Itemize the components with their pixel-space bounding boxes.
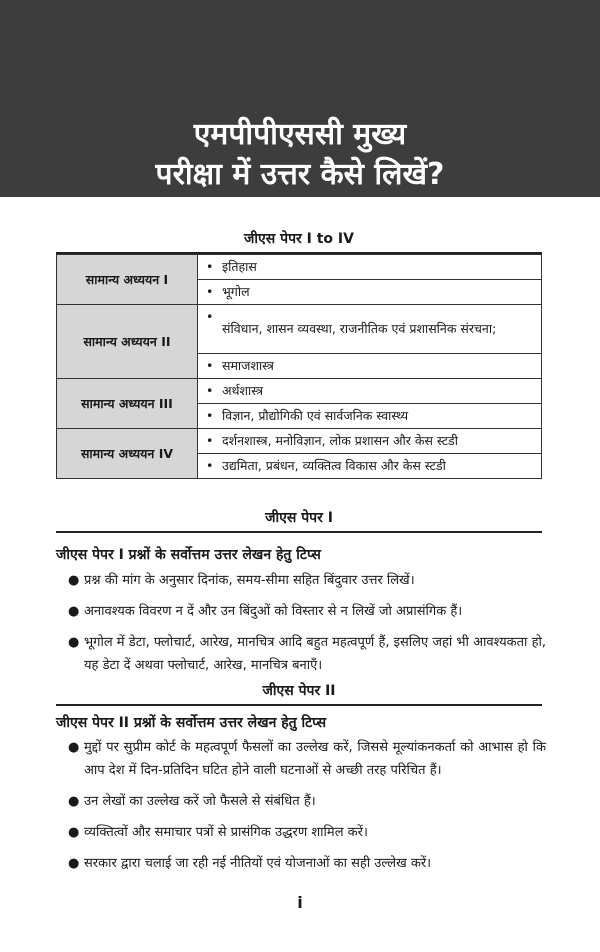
list-item: ● व्यक्तित्वों और समाचार पत्रों से प्रासंगिक उद्धरण शामिल करें।: [56, 821, 546, 844]
syllabus-heading: जीएस पेपर I to IV: [56, 229, 542, 254]
paper2-subheading: जीएस पेपर II प्रश्नों के सर्वोत्तम उत्तर लेखन हेतु टिप्स: [56, 715, 327, 731]
subject-item: • समाजशास्त्र: [198, 354, 542, 379]
page-title-line-1: एमपीपीएससी मुख्य: [193, 117, 407, 152]
paper1-subheading: जीएस पेपर I प्रश्नों के सर्वोत्तम उत्तर लेखन हेतु टिप्स: [56, 547, 321, 563]
bullet-icon: ●: [68, 794, 80, 809]
table-row: [57, 255, 542, 280]
subject-item: • इतिहास: [198, 255, 542, 280]
subject-item: • संविधान, शासन व्यवस्था, राजनीतिक एवं प्रशासनिक संरचना;: [198, 305, 542, 354]
paper-label: सामान्य अध्ययन II: [57, 305, 198, 379]
bullet-icon: ●: [68, 825, 80, 840]
bullet-icon: •: [206, 383, 214, 398]
bullet-icon: •: [206, 408, 214, 423]
title-banner: [0, 0, 600, 197]
bullet-icon: ●: [68, 635, 80, 650]
paper2-tips-list: [56, 736, 546, 883]
paper-label: सामान्य अध्ययन I: [57, 255, 198, 305]
list-item: ● मुद्दों पर सुप्रीम कोर्ट के महत्वपूर्ण फैसलों का उल्लेख करें, जिससे मूल्यांकनकर्ता को आभास हो कि आप देश में दिन-प्रतिदिन घटित होने वाली घटनाओं से अच्छी तरह परिचित हैं।: [56, 736, 546, 782]
bullet-icon: •: [206, 309, 214, 324]
subject-item: • उद्यमिता, प्रबंधन, व्यक्तित्व विकास और केस स्टडी: [198, 454, 542, 479]
list-item: ● भूगोल में डेटा, फ्लोचार्ट, आरेख, मानचित्र आदि बहुत महत्वपूर्ण हैं, इसलिए जहां भी आवश्यकता हो, यह डेटा दें अथवा फ्लोचार्ट, आरेख, मानचित्र बनाएँ।: [56, 631, 546, 677]
bullet-icon: ●: [68, 856, 80, 871]
subject-item: • विज्ञान, प्रौद्योगिकी एवं सार्वजनिक स्वास्थ्य: [198, 404, 542, 429]
list-item: ● अनावश्यक विवरण न दें और उन बिंदुओं को विस्तार से न लिखें जो अप्रासंगिक हैं।: [56, 600, 546, 623]
subject-item: • अर्थशास्त्र: [198, 379, 542, 404]
bullet-icon: ●: [68, 740, 80, 755]
bullet-icon: •: [206, 284, 214, 299]
paper-label: सामान्य अध्ययन IV: [57, 429, 198, 479]
table-row: [57, 305, 542, 354]
paper1-heading: जीएस पेपर I: [56, 508, 542, 533]
subject-item: • भूगोल: [198, 280, 542, 305]
bullet-icon: ●: [68, 573, 80, 588]
bullet-icon: •: [206, 458, 214, 473]
table-row: [57, 429, 542, 454]
table-row: [57, 379, 542, 404]
list-item: ● उन लेखों का उल्लेख करें जो फैसले से संबंधित हैं।: [56, 790, 546, 813]
list-item: ● सरकार द्वारा चलाई जा रही नई नीतियों एवं योजनाओं का सही उल्लेख करें।: [56, 852, 546, 875]
syllabus-table: [56, 254, 542, 479]
bullet-icon: •: [206, 433, 214, 448]
bullet-icon: •: [206, 259, 214, 274]
paper1-tips-list: [56, 569, 546, 685]
paper-label: सामान्य अध्ययन III: [57, 379, 198, 429]
page-number: i: [297, 893, 303, 912]
bullet-icon: •: [206, 358, 214, 373]
bullet-icon: ●: [68, 604, 80, 619]
list-item: ● प्रश्न की मांग के अनुसार दिनांक, समय-सीमा सहित बिंदुवार उत्तर लिखें।: [56, 569, 546, 592]
paper2-heading: जीएस पेपर II: [56, 681, 542, 706]
subject-item: • दर्शनशास्त्र, मनोविज्ञान, लोक प्रशासन और केस स्टडी: [198, 429, 542, 454]
page-title-line-2: परीक्षा में उत्तर कैसे लिखें?: [155, 157, 445, 192]
